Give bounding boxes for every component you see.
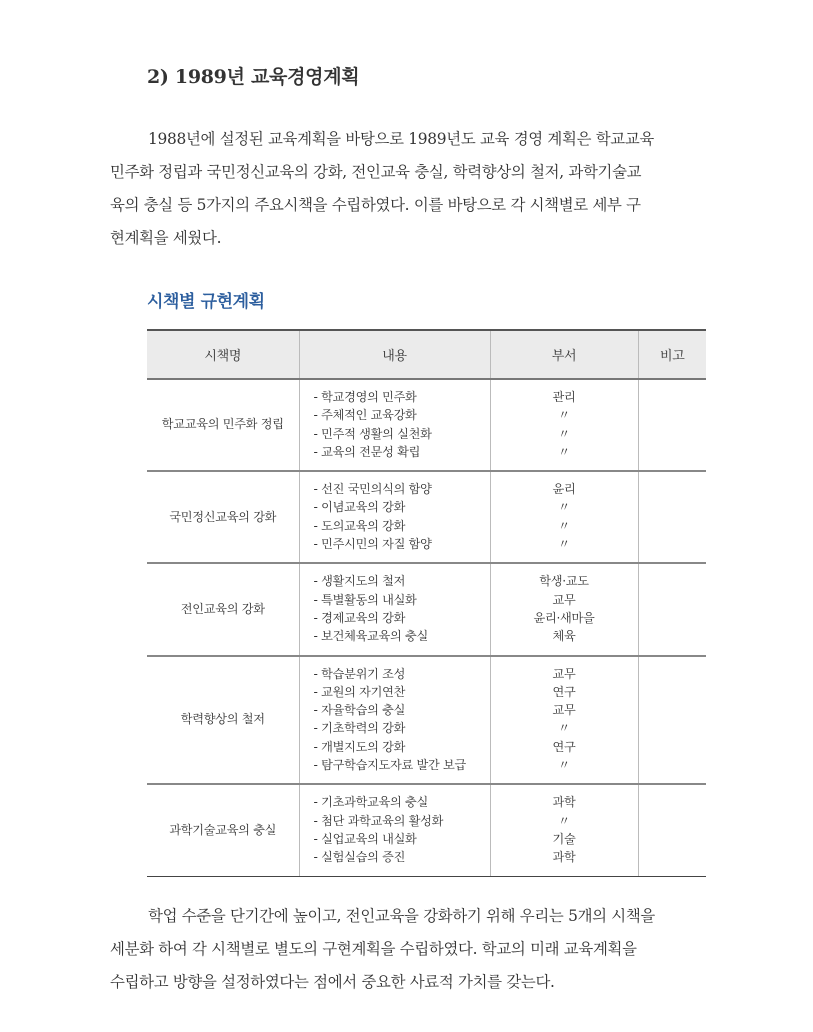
table-row	[147, 379, 706, 471]
intro-paragraph	[110, 123, 706, 255]
note-cell	[638, 656, 706, 785]
department-cell	[490, 563, 638, 655]
content-item: - 탐구학습지도자료 발간 보급	[313, 758, 466, 773]
department-item: 〃	[558, 426, 570, 441]
policy-name: 학력향상의 철저	[147, 656, 299, 785]
paragraph-line: 현계획을 세웠다.	[110, 229, 222, 247]
content-item: - 실험실습의 증진	[313, 850, 406, 865]
paragraph-line: 학업 수준을 단기간에 높이고, 전인교육을 강화하기 위해 우리는 5개의 시책을	[148, 907, 656, 925]
department-item: 〃	[558, 537, 570, 552]
policy-name: 과학기술교육의 충실	[147, 784, 299, 876]
content-item: - 주체적인 교육강화	[313, 408, 417, 423]
department-item: 교무	[552, 666, 576, 681]
policy-name: 학교교육의 민주화 정립	[147, 379, 299, 471]
department-item: 〃	[558, 408, 570, 423]
content-cell	[299, 471, 490, 563]
department-item: 〃	[558, 721, 570, 736]
content-item: - 생활지도의 철저	[313, 574, 406, 589]
content-item: - 기초학력의 강화	[313, 721, 406, 736]
content-item: - 학습분위기 조성	[313, 666, 406, 681]
department-item: 학생·교도	[539, 574, 589, 589]
department-item: 〃	[558, 813, 570, 828]
content-item: - 기초과학교육의 충실	[313, 795, 429, 810]
note-cell	[638, 379, 706, 471]
department-item: 체육	[552, 629, 576, 644]
content-item: - 선진 국민의식의 함양	[313, 482, 432, 497]
conclusion-paragraph	[110, 900, 706, 999]
department-item: 윤리	[552, 482, 576, 497]
paragraph-line: 1988년에 설정된 교육계획을 바탕으로 1989년도 교육 경영 계획은 학교교육	[148, 130, 654, 148]
department-cell	[490, 471, 638, 563]
department-cell	[490, 784, 638, 876]
table-row	[147, 784, 706, 876]
policy-name: 전인교육의 강화	[147, 563, 299, 655]
table-title: 시책별 규현계획	[147, 292, 265, 312]
content-item: - 경제교육의 강화	[313, 610, 406, 625]
department-item: 〃	[558, 500, 570, 515]
department-item: 기술	[552, 831, 576, 846]
policy-plan-table	[147, 329, 706, 877]
content-cell	[299, 784, 490, 876]
content-item: - 학교경영의 민주화	[313, 390, 417, 404]
content-item: - 도의교육의 강화	[313, 518, 406, 533]
content-cell	[299, 656, 490, 785]
department-item: 〃	[558, 444, 570, 459]
content-item: - 민주적 생활의 실천화	[313, 426, 432, 441]
note-cell	[638, 563, 706, 655]
content-cell	[299, 379, 490, 471]
department-item: 연구	[552, 739, 576, 754]
content-item: - 개별지도의 강화	[313, 739, 406, 754]
department-cell	[490, 656, 638, 785]
header-policy: 시책명	[147, 330, 299, 379]
department-cell	[490, 379, 638, 471]
table-row	[147, 656, 706, 785]
header-content: 내용	[299, 330, 490, 379]
content-item: - 이념교육의 강화	[313, 500, 406, 515]
note-cell	[638, 471, 706, 563]
department-item: 과학	[552, 795, 576, 810]
content-item: - 특별활동의 내실화	[313, 592, 417, 607]
department-item: 과학	[552, 850, 576, 865]
policy-name: 국민정신교육의 강화	[147, 471, 299, 563]
table-row	[147, 563, 706, 655]
paragraph-line: 수립하고 방향을 설정하였다는 점에서 중요한 사료적 가치를 갖는다.	[110, 973, 555, 991]
section-title: 2) 1989년 교육경영계획	[147, 66, 360, 88]
content-cell	[299, 563, 490, 655]
paragraph-line: 세분화 하여 각 시책별로 별도의 구현계획을 수립하였다. 학교의 미래 교육계획을	[110, 940, 637, 958]
department-item: 연구	[552, 684, 576, 699]
header-department: 부서	[490, 330, 638, 379]
department-item: 〃	[558, 518, 570, 533]
department-item: 〃	[558, 758, 570, 773]
note-cell	[638, 784, 706, 876]
content-item: - 교원의 자기연찬	[313, 684, 406, 699]
content-item: - 첨단 과학교육의 활성화	[313, 813, 444, 828]
paragraph-line: 육의 충실 등 5가지의 주요시책을 수립하였다. 이를 바탕으로 각 시책별로 세부 구	[110, 196, 641, 214]
department-item: 관리	[552, 390, 576, 404]
department-item: 교무	[552, 592, 576, 607]
department-item: 교무	[552, 703, 576, 718]
content-item: - 교육의 전문성 확립	[313, 444, 421, 459]
content-item: - 실업교육의 내실화	[313, 831, 417, 846]
content-item: - 보건체육교육의 충실	[313, 629, 429, 644]
paragraph-line: 민주화 정립과 국민정신교육의 강화, 전인교육 충실, 학력향상의 철저, 과학기술교	[110, 163, 642, 181]
header-note: 비고	[638, 330, 706, 379]
table-row	[147, 471, 706, 563]
table-header-row	[147, 330, 706, 379]
department-item: 윤리·새마을	[533, 610, 595, 625]
content-item: - 자율학습의 충실	[313, 703, 406, 718]
content-item: - 민주시민의 자질 함양	[313, 537, 432, 552]
